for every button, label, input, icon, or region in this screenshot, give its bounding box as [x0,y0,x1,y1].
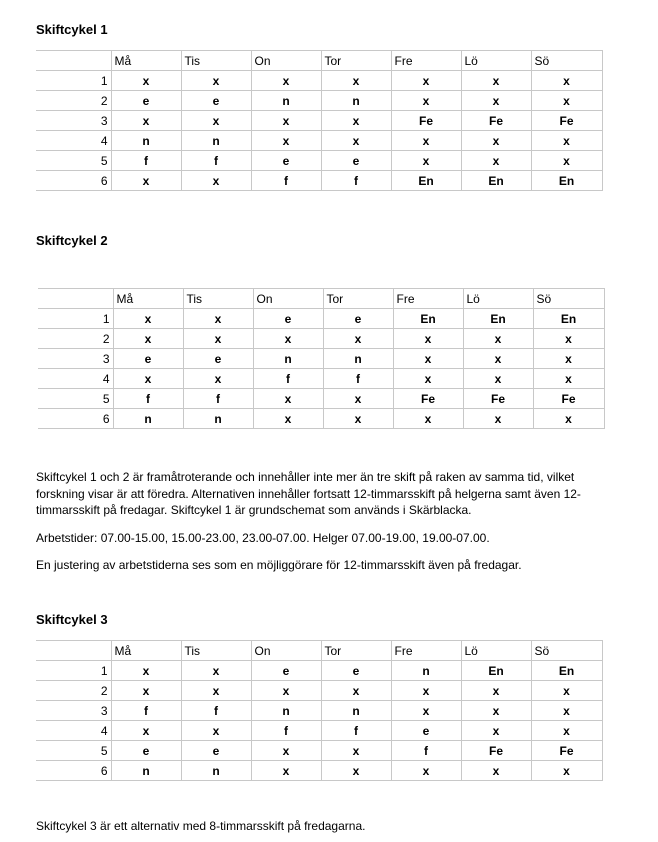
shift-cell: n [111,131,181,151]
shift-cell: x [393,369,463,389]
table-row [36,91,602,111]
table-row [36,111,602,131]
row-number: 1 [38,309,113,329]
corner-cell [38,289,113,309]
shift-cell: x [461,681,531,701]
shift-cell: En [533,309,604,329]
shift-cell: e [321,151,391,171]
shift-cell: x [113,369,183,389]
shift-cell: e [321,661,391,681]
shift-cell: e [251,661,321,681]
shift-cell: e [183,349,253,369]
shift-cell: x [531,131,602,151]
shift-cell: En [531,661,602,681]
shift-cell: Fe [461,111,531,131]
shift-cell: Fe [531,111,602,131]
day-header: On [251,641,321,661]
shift-cell: x [463,369,533,389]
row-number: 4 [36,131,111,151]
shift-cell: x [533,369,604,389]
day-header: Fre [391,51,461,71]
day-header: Sö [531,641,602,661]
shift-cell: e [181,91,251,111]
day-header: On [251,51,321,71]
shift-cell: x [463,329,533,349]
shift-cell: n [251,701,321,721]
row-number: 5 [36,741,111,761]
day-header: Sö [531,51,602,71]
shift-cell: x [111,661,181,681]
shift-cell: f [111,701,181,721]
shift-cell: x [391,91,461,111]
row-number: 6 [36,171,111,191]
shift-cell: x [391,151,461,171]
shift-cell: x [391,701,461,721]
shift-cell: En [461,661,531,681]
shift-cell: x [113,309,183,329]
day-header: Sö [533,289,604,309]
shift-cell: f [181,151,251,171]
shift-cell: En [463,309,533,329]
header-row [36,51,602,71]
shift-cell: f [181,701,251,721]
day-header: Må [113,289,183,309]
shift-cell: n [253,349,323,369]
row-number: 1 [36,661,111,681]
shift-cell: x [531,91,602,111]
shift-cell: x [531,761,602,781]
shift-cell: x [253,329,323,349]
cycle1-table [36,50,603,191]
shift-cell: x [461,701,531,721]
table-row [36,131,602,151]
header-row [38,289,604,309]
shift-cell: Fe [391,111,461,131]
day-header: Lö [463,289,533,309]
row-number: 2 [38,329,113,349]
row-number: 4 [38,369,113,389]
row-number: 5 [36,151,111,171]
shift-cell: e [111,741,181,761]
shift-cell: n [321,701,391,721]
shift-cell: x [321,131,391,151]
table-row [36,151,602,171]
shift-cell: x [533,409,604,429]
shift-cell: x [393,329,463,349]
table-row [38,349,604,369]
row-number: 3 [36,111,111,131]
shift-cell: En [393,309,463,329]
table-row [36,721,602,741]
shift-cell: x [531,701,602,721]
shift-cell: Fe [461,741,531,761]
shift-cell: x [321,761,391,781]
cycle3-title: Skiftcykel 3 [36,612,108,627]
shift-cell: n [391,661,461,681]
table-row [36,171,602,191]
shift-cell: x [111,721,181,741]
day-header: Tis [183,289,253,309]
shift-cell: x [251,71,321,91]
row-number: 3 [36,701,111,721]
shift-cell: Fe [393,389,463,409]
table-row [36,701,602,721]
shift-cell: x [111,111,181,131]
shift-cell: x [183,329,253,349]
shift-cell: f [323,369,393,389]
shift-cell: e [391,721,461,741]
shift-cell: x [461,71,531,91]
shift-cell: x [461,721,531,741]
shift-cell: f [113,389,183,409]
corner-cell [36,51,111,71]
row-number: 4 [36,721,111,741]
header-row [36,641,602,661]
table-row [38,329,604,349]
row-number: 2 [36,91,111,111]
row-number: 1 [36,71,111,91]
shift-cell: x [321,741,391,761]
shift-cell: x [251,681,321,701]
day-header: Lö [461,641,531,661]
table-row [36,681,602,701]
table-row [38,409,604,429]
shift-cell: f [253,369,323,389]
table-row [36,761,602,781]
shift-cell: x [183,369,253,389]
cycle3-table [36,640,603,781]
shift-cell: x [531,71,602,91]
shift-cell: x [113,329,183,349]
shift-cell: x [391,761,461,781]
shift-cell: n [111,761,181,781]
shift-cell: En [391,171,461,191]
shift-cell: e [323,309,393,329]
shift-cell: x [461,761,531,781]
shift-cell: Fe [463,389,533,409]
day-header: Tis [181,51,251,71]
corner-cell [36,641,111,661]
shift-cell: En [531,171,602,191]
shift-cell: x [251,741,321,761]
shift-cell: f [321,721,391,741]
shift-cell: x [111,681,181,701]
shift-cell: x [531,721,602,741]
shift-cell: f [321,171,391,191]
shift-cell: Fe [533,389,604,409]
shift-cell: x [321,681,391,701]
shift-cell: x [531,151,602,171]
shift-cell: f [391,741,461,761]
shift-cell: x [111,171,181,191]
shift-cell: x [461,91,531,111]
day-header: Tor [321,51,391,71]
shift-cell: x [321,71,391,91]
shift-cell: Fe [531,741,602,761]
shift-cell: n [181,131,251,151]
cycle2-table [38,288,605,429]
shift-cell: x [391,71,461,91]
shift-cell: x [391,131,461,151]
row-number: 5 [38,389,113,409]
shift-cell: n [183,409,253,429]
shift-cell: x [183,309,253,329]
paragraph-adjustment: En justering av arbetstiderna ses som en möjliggörare för 12-timmarsskift även på fredagar. [36,558,522,572]
table-row [38,369,604,389]
shift-cell: e [111,91,181,111]
shift-cell: x [251,131,321,151]
shift-cell: x [461,131,531,151]
shift-cell: f [111,151,181,171]
row-number: 6 [38,409,113,429]
day-header: Tor [323,289,393,309]
shift-cell: x [253,389,323,409]
shift-cell: x [533,329,604,349]
shift-cell: x [531,681,602,701]
cycle2-title: Skiftcykel 2 [36,233,108,248]
shift-cell: x [393,409,463,429]
shift-cell: e [181,741,251,761]
day-header: Må [111,51,181,71]
shift-cell: x [393,349,463,369]
table-row [38,389,604,409]
day-header: Fre [393,289,463,309]
day-header: On [253,289,323,309]
shift-cell: n [251,91,321,111]
day-header: Må [111,641,181,661]
shift-cell: f [251,171,321,191]
shift-cell: n [181,761,251,781]
shift-cell: x [181,111,251,131]
shift-cell: x [253,409,323,429]
shift-cell: x [323,329,393,349]
shift-cell: x [461,151,531,171]
row-number: 2 [36,681,111,701]
shift-cell: e [251,151,321,171]
shift-cell: x [251,111,321,131]
shift-cell: x [181,171,251,191]
shift-cell: n [323,349,393,369]
shift-cell: f [183,389,253,409]
shift-cell: x [181,721,251,741]
shift-cell: x [533,349,604,369]
table-row [38,309,604,329]
day-header: Lö [461,51,531,71]
shift-cell: f [251,721,321,741]
cycle1-title: Skiftcykel 1 [36,22,108,37]
shift-cell: x [323,389,393,409]
shift-cell: x [463,409,533,429]
table-row [36,71,602,91]
shift-cell: En [461,171,531,191]
paragraph-working-hours: Arbetstider: 07.00-15.00, 15.00-23.00, 23.00-07.00. Helger 07.00-19.00, 19.00-07.00. [36,531,490,545]
paragraph-description: Skiftcykel 1 och 2 är framåtroterande och innehåller inte mer än tre skift på raken av samma tid, vilket forskning visar är att föredra. Alternativen innehåller fortsatt 12-timmarsskift på helgerna samt även 12-timmarsskift på fredagar. Skiftcykel 1 är grundschemat som används i Skärblacka. [36,470,581,517]
day-header: Tor [321,641,391,661]
shift-cell: x [321,111,391,131]
shift-cell: x [111,71,181,91]
shift-cell: x [391,681,461,701]
row-number: 6 [36,761,111,781]
shift-cell: n [321,91,391,111]
row-number: 3 [38,349,113,369]
shift-cell: x [181,71,251,91]
table-row [36,741,602,761]
table-row [36,661,602,681]
shift-cell: x [251,761,321,781]
shift-cell: e [113,349,183,369]
paragraph-cycle3-note: Skiftcykel 3 är ett alternativ med 8-timmarsskift på fredagarna. [36,819,366,833]
shift-cell: x [181,661,251,681]
shift-cell: e [253,309,323,329]
shift-cell: x [463,349,533,369]
shift-cell: x [181,681,251,701]
shift-cell: n [113,409,183,429]
shift-cell: x [323,409,393,429]
day-header: Tis [181,641,251,661]
day-header: Fre [391,641,461,661]
